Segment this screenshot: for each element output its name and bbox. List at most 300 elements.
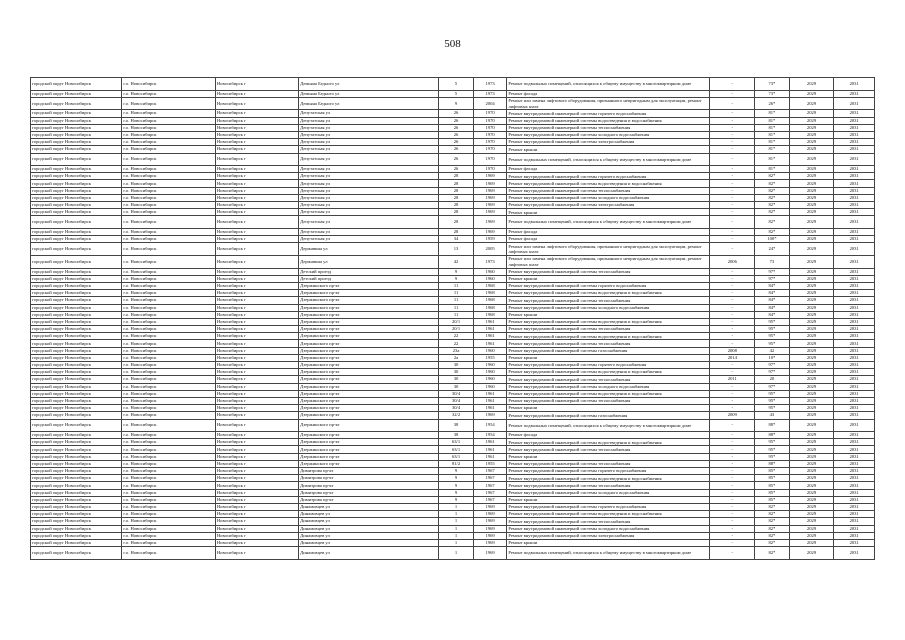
plan-end-year-cell: 2031 <box>834 202 875 209</box>
work-type-cell: Ремонт внутридомовой инженерной системы теплоснабжения <box>507 376 710 383</box>
city-cell: Новосибирск г <box>215 90 298 97</box>
wear-percent-cell: 97* <box>755 369 790 376</box>
wear-percent-cell: 81* <box>755 124 790 131</box>
municipality-cell: городской округ Новосибирск <box>31 489 122 496</box>
house-number-cell: 34 <box>439 236 474 243</box>
house-number-cell: 63/1 <box>439 439 474 446</box>
plan-end-year-cell: 2031 <box>834 173 875 180</box>
district-cell: г.о. Новосибирск <box>122 146 215 153</box>
municipality-cell: городской округ Новосибирск <box>31 333 122 340</box>
plan-start-year-cell: 2029 <box>789 419 834 432</box>
wear-percent-cell: 97* <box>755 275 790 282</box>
build-year-cell: 2005 <box>473 243 507 256</box>
wear-percent-cell: 84* <box>755 282 790 289</box>
house-number-cell: 38 <box>439 419 474 432</box>
municipality-cell: городской округ Новосибирск <box>31 139 122 146</box>
municipality-cell: городской округ Новосибирск <box>31 229 122 236</box>
city-cell: Новосибирск г <box>215 362 298 369</box>
last-repair-year-cell: - <box>710 90 755 97</box>
plan-end-year-cell: 2031 <box>834 166 875 173</box>
table-row <box>31 419 875 432</box>
last-repair-year-cell: - <box>710 187 755 194</box>
city-cell: Новосибирск г <box>215 255 298 268</box>
plan-start-year-cell: 2029 <box>789 482 834 489</box>
city-cell: Новосибирск г <box>215 369 298 376</box>
city-cell: Новосибирск г <box>215 347 298 354</box>
work-type-cell: Ремонт фасада <box>507 432 710 439</box>
district-cell: г.о. Новосибирск <box>122 405 215 412</box>
wear-percent-cell: 97* <box>755 383 790 390</box>
house-number-cell: 28 <box>439 187 474 194</box>
table-row <box>31 397 875 404</box>
plan-end-year-cell: 2031 <box>834 216 875 229</box>
municipality-cell: городской округ Новосибирск <box>31 362 122 369</box>
house-number-cell: 28 <box>439 202 474 209</box>
city-cell: Новосибирск г <box>215 390 298 397</box>
plan-end-year-cell: 2031 <box>834 304 875 311</box>
wear-percent-cell: 97* <box>755 268 790 275</box>
street-cell: Динамовцев ул <box>299 525 439 532</box>
house-number-cell: 81/2 <box>439 460 474 467</box>
city-cell: Новосибирск г <box>215 532 298 539</box>
wear-percent-cell: 95* <box>755 397 790 404</box>
city-cell: Новосибирск г <box>215 333 298 340</box>
table-row <box>31 153 875 166</box>
house-number-cell: 2a <box>439 354 474 361</box>
city-cell: Новосибирск г <box>215 173 298 180</box>
table-row <box>31 180 875 187</box>
district-cell: г.о. Новосибирск <box>122 268 215 275</box>
work-type-cell: Ремонт внутридомовой инженерной системы холодного водоснабжения <box>507 525 710 532</box>
house-number-cell: 20/1 <box>439 326 474 333</box>
build-year-cell: 1969 <box>473 525 507 532</box>
last-repair-year-cell: - <box>710 482 755 489</box>
district-cell: г.о. Новосибирск <box>122 282 215 289</box>
wear-percent-cell: 82* <box>755 194 790 201</box>
work-type-cell: Ремонт внутридомовой инженерной системы водоотведения и водоснабжения <box>507 180 710 187</box>
work-type-cell: Ремонт или замена лифтового оборудования, признанного непригодным для эксплуатации, ремонт лифтовых шахт <box>507 97 710 110</box>
city-cell: Новосибирск г <box>215 397 298 404</box>
plan-end-year-cell: 2031 <box>834 525 875 532</box>
street-cell: Дзержинского пр-кт <box>299 282 439 289</box>
plan-start-year-cell: 2029 <box>789 229 834 236</box>
house-number-cell: 9 <box>439 268 474 275</box>
plan-end-year-cell: 2031 <box>834 209 875 216</box>
plan-start-year-cell: 2029 <box>789 369 834 376</box>
plan-end-year-cell: 2031 <box>834 489 875 496</box>
street-cell: Динамовцев ул <box>299 532 439 539</box>
city-cell: Новосибирск г <box>215 475 298 482</box>
last-repair-year-cell: - <box>710 209 755 216</box>
street-cell: Дзержинского пр-кт <box>299 362 439 369</box>
last-repair-year-cell: - <box>710 333 755 340</box>
wear-percent-cell: 88* <box>755 460 790 467</box>
municipality-cell: городской округ Новосибирск <box>31 90 122 97</box>
plan-start-year-cell: 2029 <box>789 376 834 383</box>
house-number-cell: 38 <box>439 432 474 439</box>
plan-end-year-cell: 2031 <box>834 539 875 546</box>
street-cell: Депутатская ул <box>299 202 439 209</box>
table-row <box>31 369 875 376</box>
district-cell: г.о. Новосибирск <box>122 90 215 97</box>
street-cell: Детский проезд <box>299 275 439 282</box>
plan-start-year-cell: 2029 <box>789 275 834 282</box>
district-cell: г.о. Новосибирск <box>122 446 215 453</box>
table-row <box>31 229 875 236</box>
work-type-cell: Ремонт внутридомовой инженерной системы водоотведения и водоснабжения <box>507 439 710 446</box>
plan-end-year-cell: 2031 <box>834 532 875 539</box>
district-cell: г.о. Новосибирск <box>122 110 215 117</box>
work-type-cell: Ремонт внутридомовой инженерной системы горячего водоснабжения <box>507 468 710 475</box>
municipality-cell: городской округ Новосибирск <box>31 146 122 153</box>
wear-percent-cell: 95* <box>755 318 790 325</box>
table-row <box>31 489 875 496</box>
last-repair-year-cell: - <box>710 405 755 412</box>
wear-percent-cell: 82* <box>755 202 790 209</box>
city-cell: Новосибирск г <box>215 97 298 110</box>
build-year-cell: 1968 <box>473 282 507 289</box>
work-type-cell: Ремонт внутридомовой инженерной системы теплоснабжения <box>507 482 710 489</box>
build-year-cell: 1961 <box>473 439 507 446</box>
last-repair-year-cell: - <box>710 369 755 376</box>
build-year-cell: 1970 <box>473 110 507 117</box>
last-repair-year-cell: - <box>710 139 755 146</box>
house-number-cell: 26 <box>439 117 474 124</box>
street-cell: Детский проезд <box>299 268 439 275</box>
build-year-cell: 1969 <box>473 511 507 518</box>
city-cell: Новосибирск г <box>215 539 298 546</box>
district-cell: г.о. Новосибирск <box>122 97 215 110</box>
last-repair-year-cell: - <box>710 97 755 110</box>
district-cell: г.о. Новосибирск <box>122 390 215 397</box>
plan-end-year-cell: 2031 <box>834 419 875 432</box>
house-number-cell: 9 <box>439 482 474 489</box>
district-cell: г.о. Новосибирск <box>122 496 215 503</box>
city-cell: Новосибирск г <box>215 131 298 138</box>
house-number-cell: 42 <box>439 255 474 268</box>
wear-percent-cell: 81* <box>755 110 790 117</box>
plan-start-year-cell: 2029 <box>789 333 834 340</box>
table-row <box>31 173 875 180</box>
municipality-cell: городской округ Новосибирск <box>31 376 122 383</box>
plan-end-year-cell: 2031 <box>834 297 875 304</box>
plan-end-year-cell: 2031 <box>834 275 875 282</box>
build-year-cell: 1970 <box>473 166 507 173</box>
last-repair-year-cell: - <box>710 216 755 229</box>
plan-end-year-cell: 2031 <box>834 547 875 560</box>
build-year-cell: 1961 <box>473 453 507 460</box>
last-repair-year-cell: - <box>710 439 755 446</box>
build-year-cell: 1969 <box>473 518 507 525</box>
build-year-cell: 1961 <box>473 405 507 412</box>
city-cell: Новосибирск г <box>215 482 298 489</box>
plan-start-year-cell: 2029 <box>789 525 834 532</box>
plan-end-year-cell: 2031 <box>834 124 875 131</box>
house-number-cell: 11 <box>439 311 474 318</box>
municipality-cell: городской округ Новосибирск <box>31 369 122 376</box>
table-row <box>31 482 875 489</box>
street-cell: Дзержинского пр-кт <box>299 304 439 311</box>
municipality-cell: городской округ Новосибирск <box>31 503 122 510</box>
street-cell: Дзержинского пр-кт <box>299 297 439 304</box>
last-repair-year-cell: - <box>710 539 755 546</box>
work-type-cell: Ремонт внутридомовой инженерной системы горячего водоснабжения <box>507 282 710 289</box>
wear-percent-cell: 85* <box>755 482 790 489</box>
district-cell: г.о. Новосибирск <box>122 511 215 518</box>
district-cell: г.о. Новосибирск <box>122 412 215 419</box>
house-number-cell: 30 <box>439 383 474 390</box>
last-repair-year-cell: - <box>710 202 755 209</box>
plan-end-year-cell: 2031 <box>834 139 875 146</box>
table-row <box>31 209 875 216</box>
street-cell: Державина ул <box>299 255 439 268</box>
build-year-cell: 1969 <box>473 503 507 510</box>
wear-percent-cell: 82* <box>755 229 790 236</box>
city-cell: Новосибирск г <box>215 236 298 243</box>
city-cell: Новосибирск г <box>215 525 298 532</box>
plan-start-year-cell: 2029 <box>789 347 834 354</box>
table-row <box>31 282 875 289</box>
plan-start-year-cell: 2029 <box>789 166 834 173</box>
build-year-cell: 1969 <box>473 202 507 209</box>
city-cell: Новосибирск г <box>215 180 298 187</box>
municipality-cell: городской округ Новосибирск <box>31 340 122 347</box>
plan-end-year-cell: 2031 <box>834 318 875 325</box>
municipality-cell: городской округ Новосибирск <box>31 236 122 243</box>
plan-start-year-cell: 2029 <box>789 354 834 361</box>
plan-end-year-cell: 2031 <box>834 503 875 510</box>
build-year-cell: 2004 <box>473 97 507 110</box>
wear-percent-cell: 81* <box>755 153 790 166</box>
wear-percent-cell: 95* <box>755 453 790 460</box>
plan-end-year-cell: 2031 <box>834 326 875 333</box>
wear-percent-cell: 85* <box>755 489 790 496</box>
municipality-cell: городской округ Новосибирск <box>31 216 122 229</box>
city-cell: Новосибирск г <box>215 446 298 453</box>
table-row <box>31 275 875 282</box>
plan-start-year-cell: 2029 <box>789 146 834 153</box>
plan-start-year-cell: 2029 <box>789 496 834 503</box>
city-cell: Новосибирск г <box>215 209 298 216</box>
work-type-cell: Ремонт внутридомовой инженерной системы теплоснабжения <box>507 326 710 333</box>
last-repair-year-cell: - <box>710 390 755 397</box>
street-cell: Депутатская ул <box>299 117 439 124</box>
street-cell: Дзержинского пр-кт <box>299 446 439 453</box>
last-repair-year-cell: - <box>710 311 755 318</box>
municipality-cell: городской округ Новосибирск <box>31 390 122 397</box>
house-number-cell: 28 <box>439 194 474 201</box>
build-year-cell: 1969 <box>473 532 507 539</box>
work-type-cell: Ремонт внутридомовой инженерной системы водоотведения и водоснабжения <box>507 290 710 297</box>
last-repair-year-cell: - <box>710 468 755 475</box>
plan-end-year-cell: 2031 <box>834 511 875 518</box>
municipality-cell: городской округ Новосибирск <box>31 311 122 318</box>
district-cell: г.о. Новосибирск <box>122 340 215 347</box>
street-cell: Дзержинского пр-кт <box>299 419 439 432</box>
build-year-cell: 1960 <box>473 369 507 376</box>
last-repair-year-cell: - <box>710 297 755 304</box>
municipality-cell: городской округ Новосибирск <box>31 166 122 173</box>
table-row <box>31 311 875 318</box>
last-repair-year-cell: - <box>710 282 755 289</box>
city-cell: Новосибирск г <box>215 311 298 318</box>
table-row <box>31 90 875 97</box>
street-cell: Депутатская ул <box>299 131 439 138</box>
build-year-cell: 1967 <box>473 496 507 503</box>
wear-percent-cell: 43 <box>755 412 790 419</box>
house-number-cell: 9 <box>439 489 474 496</box>
table-row <box>31 405 875 412</box>
work-type-cell: Ремонт внутридомовой инженерной системы теплоснабжения <box>507 187 710 194</box>
plan-start-year-cell: 2029 <box>789 432 834 439</box>
municipality-cell: городской округ Новосибирск <box>31 187 122 194</box>
table-row <box>31 340 875 347</box>
last-repair-year-cell: - <box>710 432 755 439</box>
city-cell: Новосибирск г <box>215 511 298 518</box>
work-type-cell: Ремонт внутридомовой инженерной системы водоотведения и водоснабжения <box>507 475 710 482</box>
plan-start-year-cell: 2029 <box>789 412 834 419</box>
municipality-cell: городской округ Новосибирск <box>31 209 122 216</box>
work-type-cell: Ремонт внутридомовой инженерной системы электроснабжения <box>507 139 710 146</box>
build-year-cell: 1954 <box>473 419 507 432</box>
house-number-cell: 63/1 <box>439 446 474 453</box>
street-cell: Дзержинского пр-кт <box>299 326 439 333</box>
plan-end-year-cell: 2031 <box>834 468 875 475</box>
city-cell: Новосибирск г <box>215 282 298 289</box>
plan-end-year-cell: 2031 <box>834 131 875 138</box>
municipality-cell: городской округ Новосибирск <box>31 397 122 404</box>
plan-end-year-cell: 2031 <box>834 453 875 460</box>
build-year-cell: 1960 <box>473 383 507 390</box>
wear-percent-cell: 82* <box>755 180 790 187</box>
district-cell: г.о. Новосибирск <box>122 419 215 432</box>
house-number-cell: 22 <box>439 333 474 340</box>
work-type-cell: Ремонт внутридомовой инженерной системы горячего водоснабжения <box>507 110 710 117</box>
table-row <box>31 117 875 124</box>
district-cell: г.о. Новосибирск <box>122 187 215 194</box>
municipality-cell: городской округ Новосибирск <box>31 124 122 131</box>
municipality-cell: городской округ Новосибирск <box>31 304 122 311</box>
plan-end-year-cell: 2031 <box>834 482 875 489</box>
plan-end-year-cell: 2031 <box>834 412 875 419</box>
build-year-cell: 1967 <box>473 468 507 475</box>
plan-end-year-cell: 2031 <box>834 376 875 383</box>
house-number-cell: 11 <box>439 282 474 289</box>
city-cell: Новосибирск г <box>215 146 298 153</box>
wear-percent-cell: 81* <box>755 117 790 124</box>
wear-percent-cell: 82* <box>755 209 790 216</box>
street-cell: Димитрова пр-кт <box>299 489 439 496</box>
plan-start-year-cell: 2029 <box>789 532 834 539</box>
house-number-cell: 1 <box>439 518 474 525</box>
house-number-cell: 9 <box>439 496 474 503</box>
house-number-cell: 1 <box>439 503 474 510</box>
work-type-cell: Ремонт внутридомовой инженерной системы теплоснабжения <box>507 340 710 347</box>
wear-percent-cell: 73* <box>755 78 790 91</box>
district-cell: г.о. Новосибирск <box>122 482 215 489</box>
plan-end-year-cell: 2031 <box>834 383 875 390</box>
street-cell: Динамовцев ул <box>299 539 439 546</box>
municipality-cell: городской округ Новосибирск <box>31 532 122 539</box>
plan-start-year-cell: 2029 <box>789 110 834 117</box>
last-repair-year-cell: 2011 <box>710 376 755 383</box>
district-cell: г.о. Новосибирск <box>122 117 215 124</box>
street-cell: Дзержинского пр-кт <box>299 347 439 354</box>
municipality-cell: городской округ Новосибирск <box>31 153 122 166</box>
city-cell: Новосибирск г <box>215 243 298 256</box>
house-number-cell: 1 <box>439 532 474 539</box>
house-number-cell: 11 <box>439 290 474 297</box>
table-row <box>31 166 875 173</box>
street-cell: Дзержинского пр-кт <box>299 340 439 347</box>
plan-start-year-cell: 2029 <box>789 131 834 138</box>
house-number-cell: 30 <box>439 369 474 376</box>
build-year-cell: 1968 <box>473 290 507 297</box>
city-cell: Новосибирск г <box>215 460 298 467</box>
work-type-cell: Ремонт крыши <box>507 209 710 216</box>
build-year-cell: 1961 <box>473 397 507 404</box>
municipality-cell: городской округ Новосибирск <box>31 547 122 560</box>
last-repair-year-cell: 2009 <box>710 412 755 419</box>
table-row <box>31 475 875 482</box>
plan-start-year-cell: 2029 <box>789 518 834 525</box>
street-cell: Депутатская ул <box>299 146 439 153</box>
table-row <box>31 216 875 229</box>
house-number-cell: 28 <box>439 209 474 216</box>
plan-start-year-cell: 2029 <box>789 139 834 146</box>
plan-start-year-cell: 2029 <box>789 202 834 209</box>
plan-start-year-cell: 2029 <box>789 187 834 194</box>
wear-percent-cell: 82* <box>755 525 790 532</box>
district-cell: г.о. Новосибирск <box>122 153 215 166</box>
plan-end-year-cell: 2031 <box>834 146 875 153</box>
house-number-cell: 30/4 <box>439 397 474 404</box>
last-repair-year-cell: 2006 <box>710 255 755 268</box>
plan-end-year-cell: 2031 <box>834 496 875 503</box>
street-cell: Депутатская ул <box>299 209 439 216</box>
street-cell: Динамовцев ул <box>299 511 439 518</box>
work-type-cell: Ремонт или замена лифтового оборудования, признанного непригодным для эксплуатации, ремонт лифтовых шахт <box>507 243 710 256</box>
table-row <box>31 354 875 361</box>
build-year-cell: 1969 <box>473 194 507 201</box>
wear-percent-cell: 82* <box>755 518 790 525</box>
work-type-cell: Ремонт внутридомовой инженерной системы теплоснабжения <box>507 297 710 304</box>
district-cell: г.о. Новосибирск <box>122 173 215 180</box>
build-year-cell: 1961 <box>473 390 507 397</box>
build-year-cell: 1968 <box>473 297 507 304</box>
page-number: 508 <box>444 38 461 50</box>
municipality-cell: городской округ Новосибирск <box>31 255 122 268</box>
district-cell: г.о. Новосибирск <box>122 275 215 282</box>
plan-end-year-cell: 2031 <box>834 290 875 297</box>
last-repair-year-cell: - <box>710 326 755 333</box>
plan-end-year-cell: 2031 <box>834 333 875 340</box>
district-cell: г.о. Новосибирск <box>122 525 215 532</box>
district-cell: г.о. Новосибирск <box>122 304 215 311</box>
municipality-cell: городской округ Новосибирск <box>31 525 122 532</box>
district-cell: г.о. Новосибирск <box>122 216 215 229</box>
plan-end-year-cell: 2031 <box>834 354 875 361</box>
last-repair-year-cell: - <box>710 496 755 503</box>
table-row <box>31 376 875 383</box>
build-year-cell: 1961 <box>473 333 507 340</box>
house-number-cell: 5 <box>439 90 474 97</box>
house-number-cell: 23a <box>439 347 474 354</box>
city-cell: Новосибирск г <box>215 453 298 460</box>
municipality-cell: городской округ Новосибирск <box>31 282 122 289</box>
city-cell: Новосибирск г <box>215 383 298 390</box>
municipality-cell: городской округ Новосибирск <box>31 468 122 475</box>
